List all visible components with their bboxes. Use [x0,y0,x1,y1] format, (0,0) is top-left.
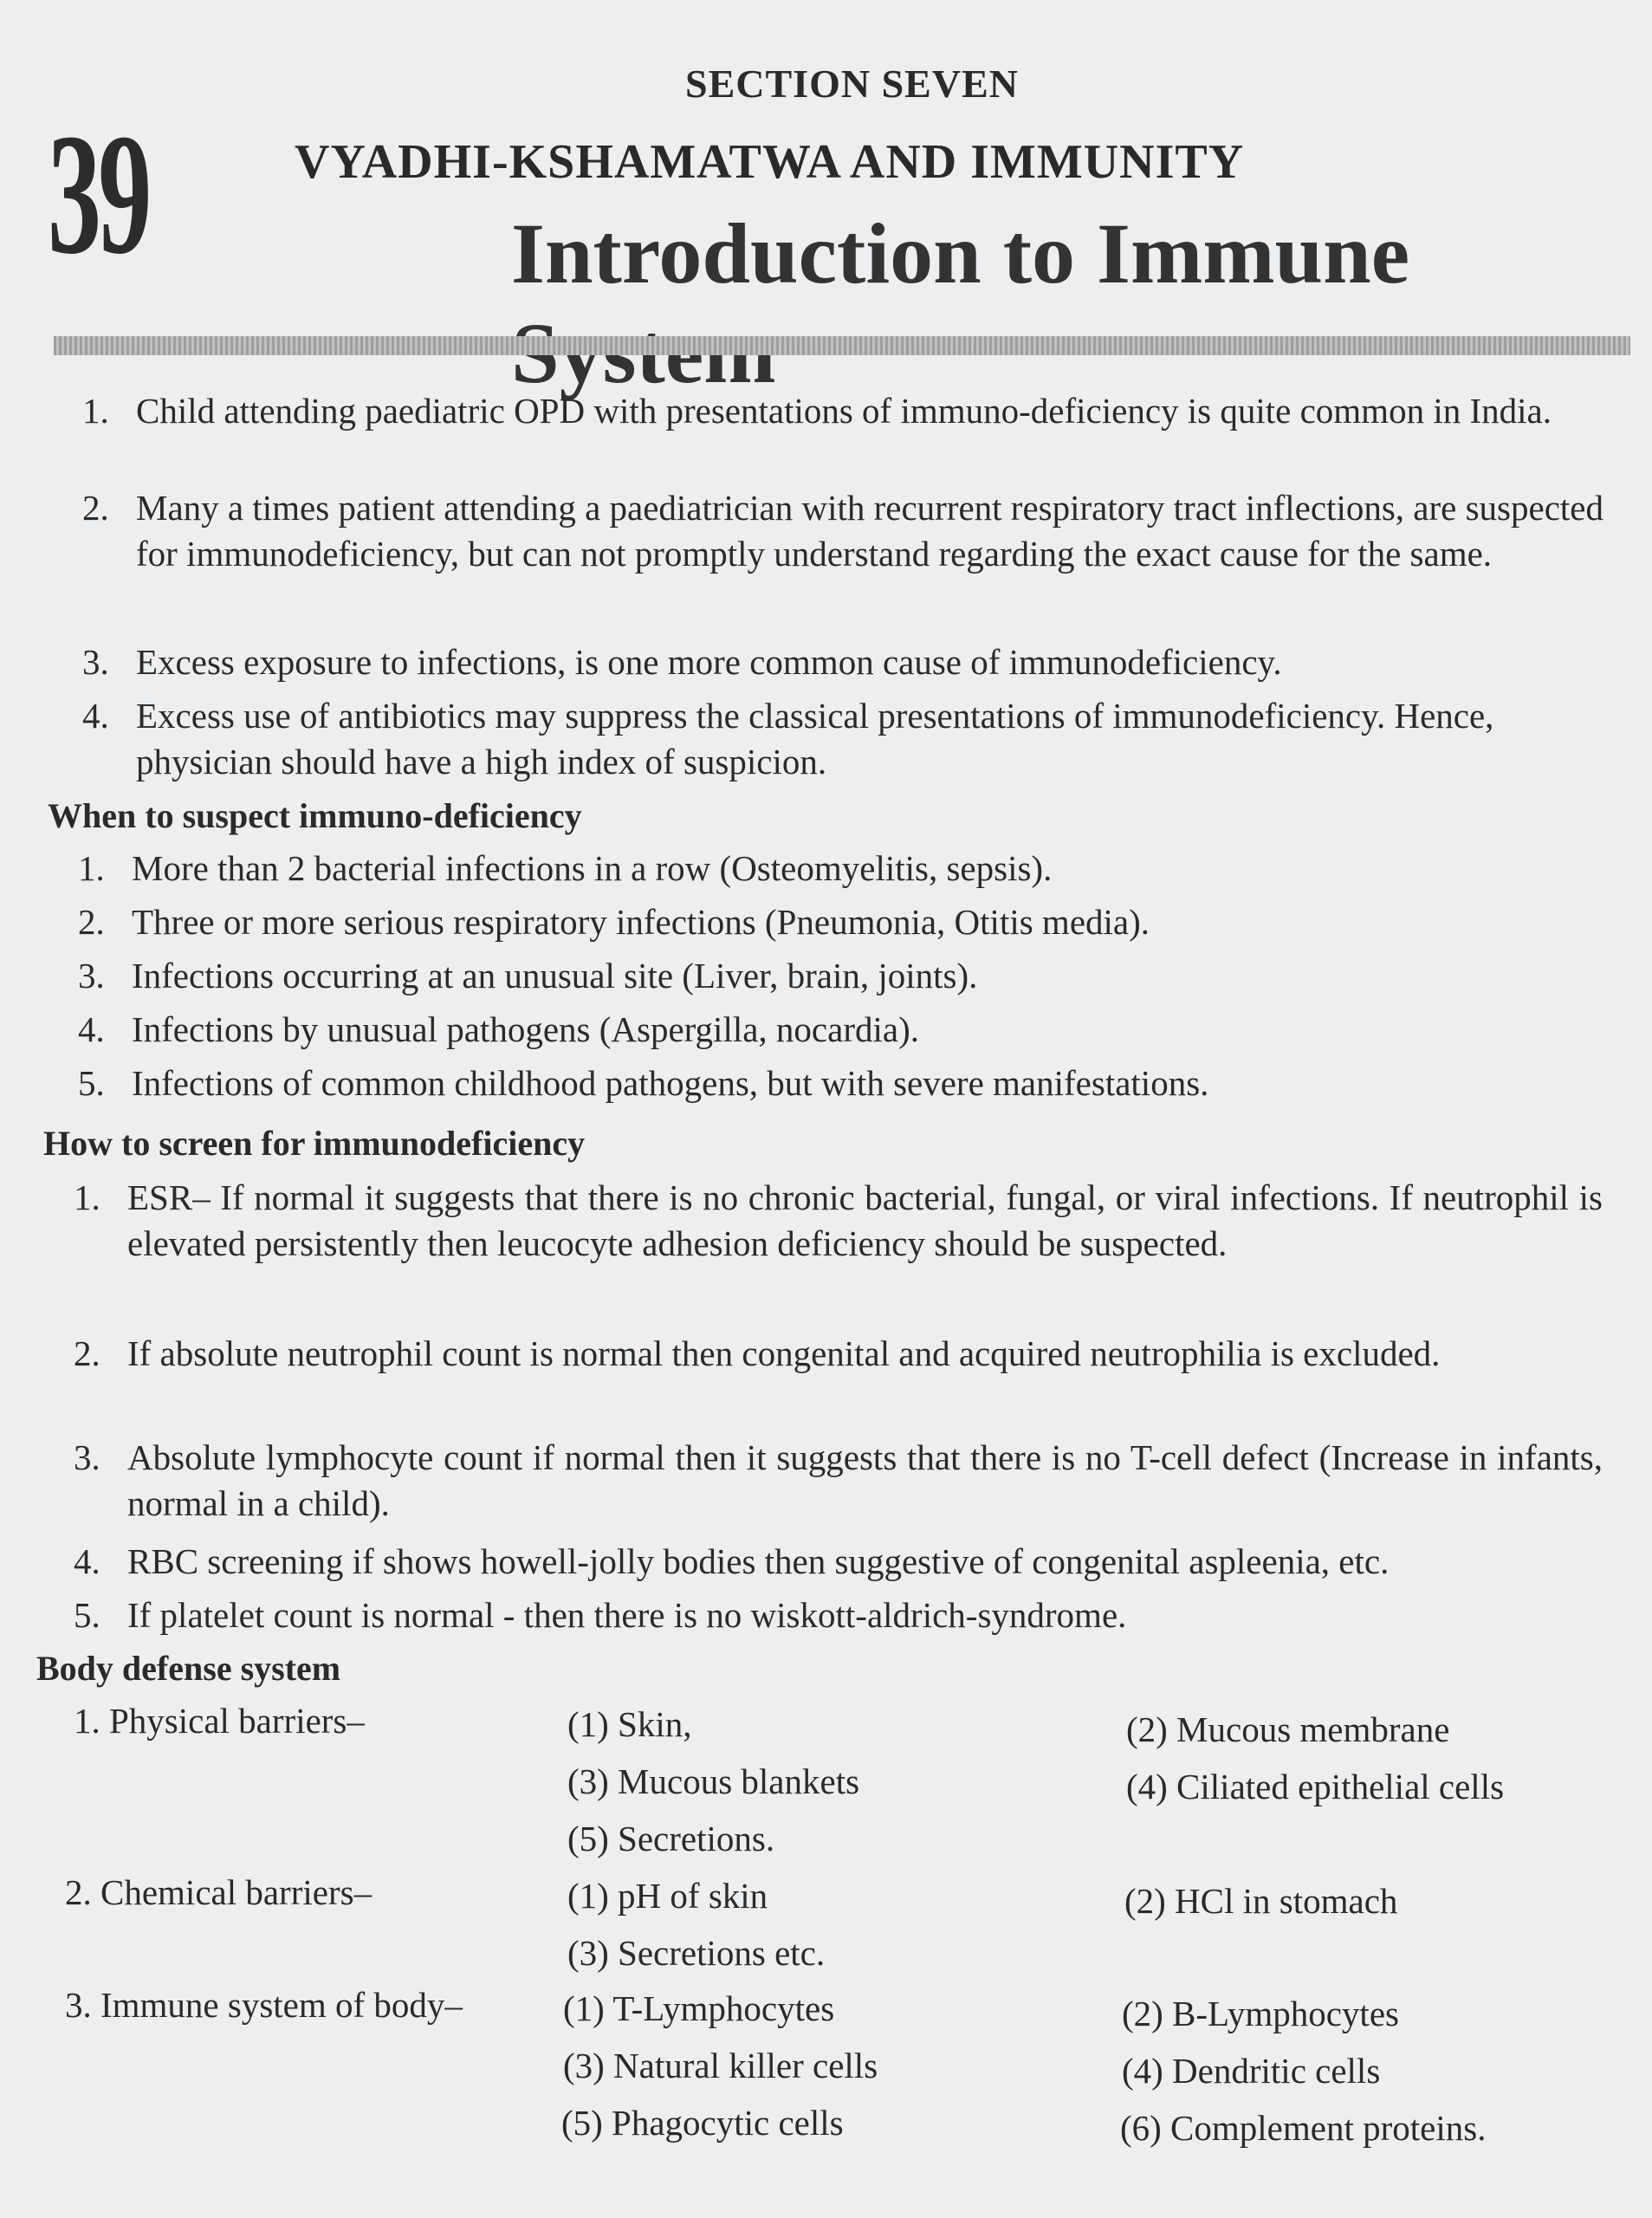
defense-group-label: 2. Chemical barriers– [65,1872,373,1912]
defense-item: (4) Dendritic cells [1122,2051,1381,2091]
list-item: 3. Infections occurring at an unusual site (Liver, brain, joints). [78,956,978,996]
list-item: 2. If absolute neutrophil count is normal then congenital and acquired neutrophilia is excluded. [74,1333,1441,1373]
list-item: 2. Three or more serious respiratory infections (Pneumonia, Otitis media). [78,902,1150,942]
list-item: 5. Infections of common childhood pathogens, but with severe manifestations. [78,1063,1209,1103]
list-item: 4. RBC screening if shows howell-jolly bodies then suggestive of congenital aspleenia, etc. [74,1541,1390,1581]
defense-item: (2) HCl in stomach [1124,1881,1398,1921]
defense-item: (3) Secretions etc. [567,1933,826,1973]
section-title: VYADHI-KSHAMATWA AND IMMUNITY [295,135,1245,189]
defense-item: (2) Mucous membrane [1126,1709,1450,1749]
defense-item: (5) Phagocytic cells [561,2103,844,2143]
screen-heading: How to screen for immunodeficiency [43,1124,586,1163]
defense-item: (2) B-Lymphocytes [1122,1994,1399,2033]
chapter-title: Introduction to Immune [511,205,1410,302]
list-item: 4. Excess use of antibiotics may suppress the classical presentations of immunodeficiency. Hence, physician should have a high index of suspicion. [82,696,1494,781]
list-item: 1. More than 2 bacterial infections in a row (Osteomyelitis, sepsis). [78,848,1053,888]
list-item: 4. Infections by unusual pathogens (Aspergilla, nocardia). [78,1009,919,1049]
list-item: 1. ESR– If normal it suggests that there is no chronic bacterial, fungal, or viral infections. If neutrophil is elevated persistently then leucocyte adhesion deficiency should be suspected. [74,1177,1603,1263]
defense-item: (1) T-Lymphocytes [563,1988,835,2028]
suspect-heading: When to suspect immuno-deficiency [48,796,582,835]
list-item: 3. Absolute lymphocyte count if normal then it suggests that there is no T-cell defect (Increase in infants, normal in a child). [74,1437,1603,1523]
defense-item: (5) Secretions. [567,1819,775,1858]
defense-item: (3) Mucous blankets [567,1761,860,1801]
defense-group-label: 1. Physical barriers– [74,1701,365,1741]
header-rule [54,336,1630,355]
defense-item: (1) Skin, [567,1704,692,1744]
list-item: 5. If platelet count is normal - then there is no wiskott-aldrich-syndrome. [74,1595,1127,1635]
defense-heading: Body defense system [36,1649,341,1688]
defense-item: (6) Complement proteins. [1120,2108,1487,2148]
list-item: 3. Excess exposure to infections, is one more common cause of immunodeficiency. [82,642,1282,682]
list-item: 1. Child attending paediatric OPD with presentations of immuno-deficiency is quite common in India. [82,391,1552,431]
defense-item: (3) Natural killer cells [563,2046,878,2085]
section-label: SECTION SEVEN [685,62,1019,106]
chapter-number: 39 [48,99,149,290]
defense-item: (4) Ciliated epithelial cells [1126,1767,1505,1806]
list-item: 2. Many a times patient attending a paediatrician with recurrent respiratory tract inflections, are suspected for immunodeficiency, but can not promptly understand regarding the exact cause for the same. [82,488,1603,574]
defense-item: (1) pH of skin [567,1876,768,1916]
defense-group-label: 3. Immune system of body– [65,1985,463,2025]
